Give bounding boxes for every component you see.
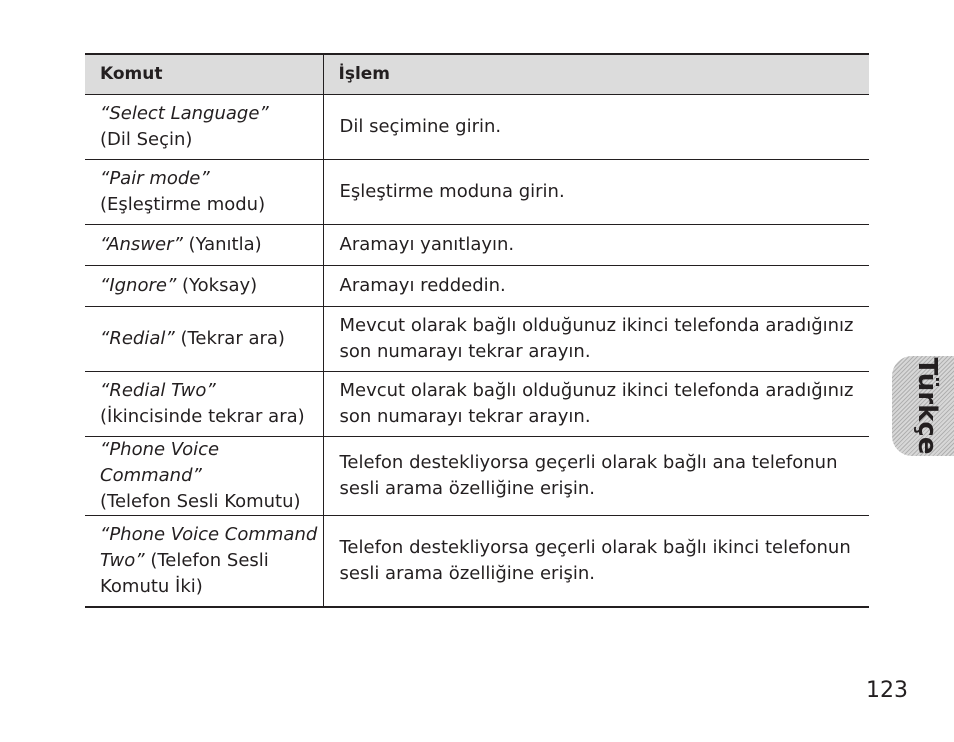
action-cell: Telefon destekliyorsa geçerli olarak bağlı ana telefonun sesli arama özelliğine erişin.	[323, 436, 869, 515]
table-row	[85, 159, 869, 224]
table-row	[85, 436, 869, 515]
command-cell	[85, 371, 323, 436]
action-cell: Aramayı reddedin.	[323, 265, 869, 306]
header-action: İşlem	[323, 54, 869, 94]
action-cell: Dil seçimine girin.	[323, 94, 869, 159]
table-header-row	[85, 54, 869, 94]
command-translation: (Yanıtla)	[188, 233, 262, 255]
table-row	[85, 515, 869, 607]
header-command: Komut	[85, 54, 323, 94]
command-cell	[85, 515, 323, 607]
table-row	[85, 306, 869, 371]
action-cell: Aramayı yanıtlayın.	[323, 224, 869, 265]
action-cell: Eşleştirme moduna girin.	[323, 159, 869, 224]
command-phrase: “Redial”	[100, 327, 175, 349]
command-phrase: “Phone Voice Command”	[100, 438, 220, 486]
command-cell	[85, 159, 323, 224]
table-row	[85, 224, 869, 265]
table-row	[85, 94, 869, 159]
action-cell: Telefon destekliyorsa geçerli olarak bağlı ikinci telefonun sesli arama özelliğine erişin.	[323, 515, 869, 607]
command-cell	[85, 265, 323, 306]
command-cell	[85, 94, 323, 159]
command-phrase: “Pair mode”	[100, 167, 210, 189]
command-translation: (Yoksay)	[182, 274, 258, 296]
voice-command-table	[85, 53, 869, 608]
command-phrase: “Redial Two”	[100, 379, 216, 401]
action-cell: Mevcut olarak bağlı olduğunuz ikinci telefonda aradığınız son numarayı tekrar arayın.	[323, 306, 869, 371]
command-translation: (Tekrar ara)	[180, 327, 285, 349]
command-translation: (Eşleştirme modu)	[100, 193, 266, 215]
command-phrase: “Ignore”	[100, 274, 177, 296]
command-phrase: “Select Language”	[100, 102, 269, 124]
language-tab	[892, 356, 954, 456]
command-translation: (İkincisinde tekrar ara)	[100, 405, 305, 427]
table-row	[85, 265, 869, 306]
command-phrase: “Phone Voice Command Two”	[100, 523, 318, 571]
table-row	[85, 371, 869, 436]
command-translation: (Dil Seçin)	[100, 128, 193, 150]
command-translation: (Telefon Sesli Komutu İki)	[100, 549, 269, 597]
command-cell	[85, 224, 323, 265]
page-number: 123	[866, 678, 908, 703]
language-tab-label: Türkçe	[912, 357, 942, 455]
command-phrase: “Answer”	[100, 233, 183, 255]
command-translation: (Telefon Sesli Komutu)	[100, 490, 301, 512]
action-cell: Mevcut olarak bağlı olduğunuz ikinci telefonda aradığınız son numarayı tekrar arayın.	[323, 371, 869, 436]
command-cell	[85, 436, 323, 515]
command-cell	[85, 306, 323, 371]
